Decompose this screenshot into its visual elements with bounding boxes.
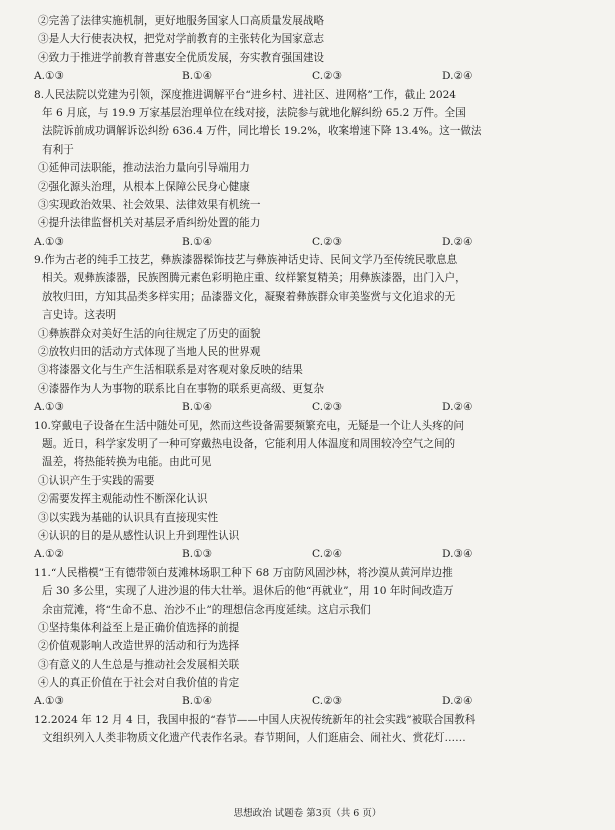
- q9-stem-line: 相关。观彝族漆器，民族图腾元素色彩明艳庄重、纹样繁复精美；用彝族漆器，出门入户，: [42, 272, 466, 285]
- q10-stem-line: 题。近日，科学家发明了一种可穿戴热电设备，它能利用人体温度和周围较冷空气之间的: [42, 437, 456, 450]
- q8-stem-line: 法院诉前成功调解诉讼纠纷 636.4 万件，同比增长 19.2%，收案增速下降 13.4%。这一做法: [42, 125, 482, 138]
- q7-choice-c: C.②③: [312, 70, 343, 83]
- q10-choice-d: D.③④: [442, 548, 473, 561]
- q9-choice-b: B.①④: [182, 401, 213, 414]
- q7-option-2: ②完善了法律实施机制，更好地服务国家人口高质量发展战略: [38, 15, 325, 27]
- q10-choice-a: A.①②: [34, 548, 65, 561]
- q9-stem-line: 言史诗。这表明: [42, 309, 117, 322]
- q9-option-4: ④漆器作为人为事物的联系比自在事物的联系更高级、更复杂: [38, 382, 325, 395]
- q7-choice-b: B.①④: [182, 70, 213, 83]
- q8-option-3: ③实现政治效果、社会效果、法律效果有机统一: [38, 198, 261, 211]
- q9-choice-d: D.②④: [442, 401, 473, 414]
- q9-option-1: ①彝族群众对美好生活的向往规定了历史的面貌: [38, 327, 261, 340]
- q11-stem-line: 余亩荒滩，将“生命不息、治沙不止”的理想信念再度延续。这启示我们: [42, 603, 371, 616]
- q9-answer-choices: [34, 398, 593, 416]
- q11-option-1: ①坚持集体利益至上是正确价值选择的前提: [38, 621, 240, 634]
- q7-answer-choices: [34, 67, 593, 85]
- q11-option-4: ④人的真正价值在于社会对自我价值的肯定: [38, 677, 240, 690]
- q8-option-1: ①延伸司法职能，推动法治力量向引导端用力: [38, 162, 250, 175]
- q8-answer-choices: [34, 233, 593, 251]
- q11-answer-choices: [34, 692, 593, 710]
- q11-stem-line: 后 30 多公里，实现了人进沙退的伟大壮举。退休后的他“再就业”，用 10 年时间改造万: [42, 585, 454, 598]
- question-7-tail: [34, 12, 593, 86]
- q8-choice-b: B.①④: [182, 235, 213, 248]
- q10-choice-c: C.②④: [312, 548, 343, 561]
- q9-stem-line: 放牧归田，方知其品类多样实用；品漆器文化，凝聚着彝族群众审美鉴赏与文化追求的无: [42, 290, 456, 303]
- q8-choice-a: A.①③: [34, 235, 65, 248]
- q10-stem-line: 10.穿戴电子设备在生活中随处可见，然而这些设备需要频繁充电，无疑是一个让人头疼的问: [34, 419, 465, 432]
- q11-stem-line: 11.“人民楷模”王有德带领白芨滩林场职工种下 68 万亩防风固沙林，将沙漠从黄河岸边推: [34, 566, 453, 579]
- q8-option-4: ④提升法律监督机关对基层矛盾纠纷处置的能力: [38, 217, 261, 230]
- q10-option-4: ④认识的目的是从感性认识上升到理性认识: [38, 529, 240, 542]
- q8-choice-d: D.②④: [442, 235, 473, 248]
- q8-stem-line: 有利于: [42, 143, 74, 156]
- question-12: [34, 711, 593, 748]
- q11-choice-c: C.②③: [312, 695, 343, 708]
- page-footer: 思想政治 试题卷 第3页（共 6 页）: [233, 808, 382, 819]
- q10-option-3: ③以实践为基础的认识具有直接现实性: [38, 511, 219, 524]
- q8-choice-c: C.②③: [312, 235, 343, 248]
- q7-option-4: ④致力于推进学前教育普惠安全优质发展，夯实教育强国建设: [38, 51, 325, 64]
- q11-choice-b: B.①④: [182, 695, 213, 708]
- q8-option-2: ②强化源头治理，从根本上保障公民身心健康: [38, 180, 250, 193]
- q12-stem-line: 12.2024 年 12 月 4 日，我国申报的“春节——中国人庆祝传统新年的社会实践”被联合国教科: [34, 713, 476, 726]
- q9-stem-line: 9.作为古老的纯手工技艺，彝族漆器髹饰技艺与彝族神话史诗、民间文学乃至传统民歌息息: [34, 254, 458, 267]
- question-10: [34, 417, 593, 564]
- q10-choice-b: B.①③: [182, 548, 213, 561]
- q12-stem-line: 文组织列入人类非物质文化遗产代表作名录。春节期间，人们逛庙会、闹社火、赏花灯……: [42, 732, 466, 745]
- question-11: [34, 564, 593, 711]
- q11-option-2: ②价值观影响人改造世界的活动和行为选择: [38, 640, 240, 653]
- q9-choice-c: C.②③: [312, 401, 343, 414]
- q9-option-3: ③将漆器文化与生产生活相联系是对客观对象反映的结果: [38, 364, 303, 377]
- q10-option-1: ①认识产生于实践的需要: [38, 474, 155, 487]
- q9-choice-a: A.①③: [34, 401, 65, 414]
- question-8: [34, 86, 593, 252]
- q10-stem-line: 温差，将热能转换为电能。由此可见: [42, 456, 212, 469]
- q9-option-2: ②放牧归田的活动方式体现了当地人民的世界观: [38, 346, 261, 359]
- question-9: [34, 251, 593, 417]
- q8-stem-line: 年 6 月底，与 19.9 万家基层治理单位在线对接，法院参与就地化解纠纷 65.2 万件。全国: [42, 106, 466, 119]
- q10-option-2: ②需要发挥主观能动性不断深化认识: [38, 493, 208, 506]
- q7-choice-d: D.②④: [442, 70, 473, 83]
- q10-answer-choices: [34, 545, 593, 563]
- q8-stem-line: 8.人民法院以党建为引领，深度推进调解平台“进乡村、进社区、进网格”工作，截止 2024: [34, 88, 457, 101]
- q7-choice-a: A.①③: [34, 70, 65, 83]
- q11-option-3: ③有意义的人生总是与推动社会发展相关联: [38, 658, 240, 671]
- q11-choice-a: A.①③: [34, 695, 65, 708]
- q11-choice-d: D.②④: [442, 695, 473, 708]
- q7-option-3: ③是人大行使表决权，把党对学前教育的主张转化为国家意志: [38, 33, 325, 46]
